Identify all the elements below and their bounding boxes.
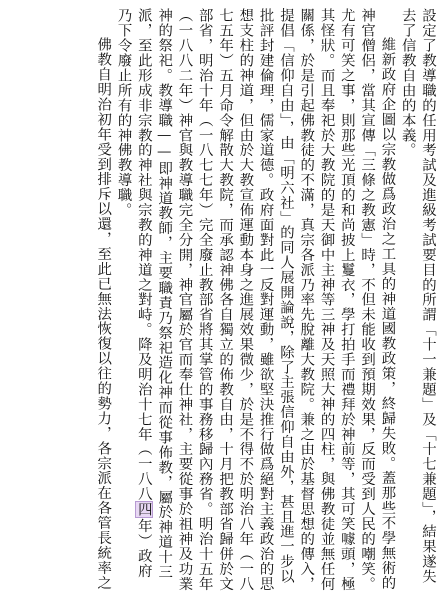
paragraph-3: 佛教自明治初年受到排斥以還，至此已無法恢復以往的勢力，各宗派在各管長統率之 [95, 36, 112, 590]
paragraph-2: 維新政府企圖以宗教做爲政治之工具的神道國教政策，終歸失敗。蓋那些不學無術的神官僧侶，當其宣傳「三條之教憲」時，不但未能收到預期效果，反而受到人民的嘲笑。尤有可笑之事，則那些光頂的和尚披上鬘衣，學打拍手而禮拜於神前等，其可笑噱頭，極其怪狀。而且奉祀於大教院的是天御中主神等三神及天照大神的四柱，與佛教徒並無任何關係，於是引起佛教徒的不滿，真宗各派乃率先脫離大教院。兼之由於基督思想的傳入，提倡「信仰自由」，由「明六社」的同人展開論說，除了主張信仰自由外，甚且進一步以批評封建倫理，儒家道德。政府面對此一反對運動，雖欲堅決推行做爲絕對主義政治的思想支柱的神道，但由於大教宣佈運動本身之進展效果微少，於是不得不於明治八年（一八七五年）五月命令解散大教院，而承認神佛各自獨立的佈教自由，十月把教部省歸併於文部省，明治十年（一八七七年）完全廢止教部省將其掌管的事務移歸內務省。明治十五年（一八八二年）神官與教導職完全分開，神官屬於官而奉仕神社，主要從事於祖神及功業神的祭祀。教導職——即神道教師，主要職責乃祭祀造化神而從事佈教，屬於神道十三派，至此形成非宗教的神社與宗教的神道之對峙。降及明治十七年（一八八四年）政府乃下令廢止所有的神佛教導職。 [115, 8, 396, 592]
paragraph-1: 設定了教導職的任用考試及進級考試要目的所謂「十一兼題」及「十七兼題」，結果遂失去了信教自由的本義。 [399, 8, 436, 584]
highlighted-character: 四 [135, 502, 152, 518]
